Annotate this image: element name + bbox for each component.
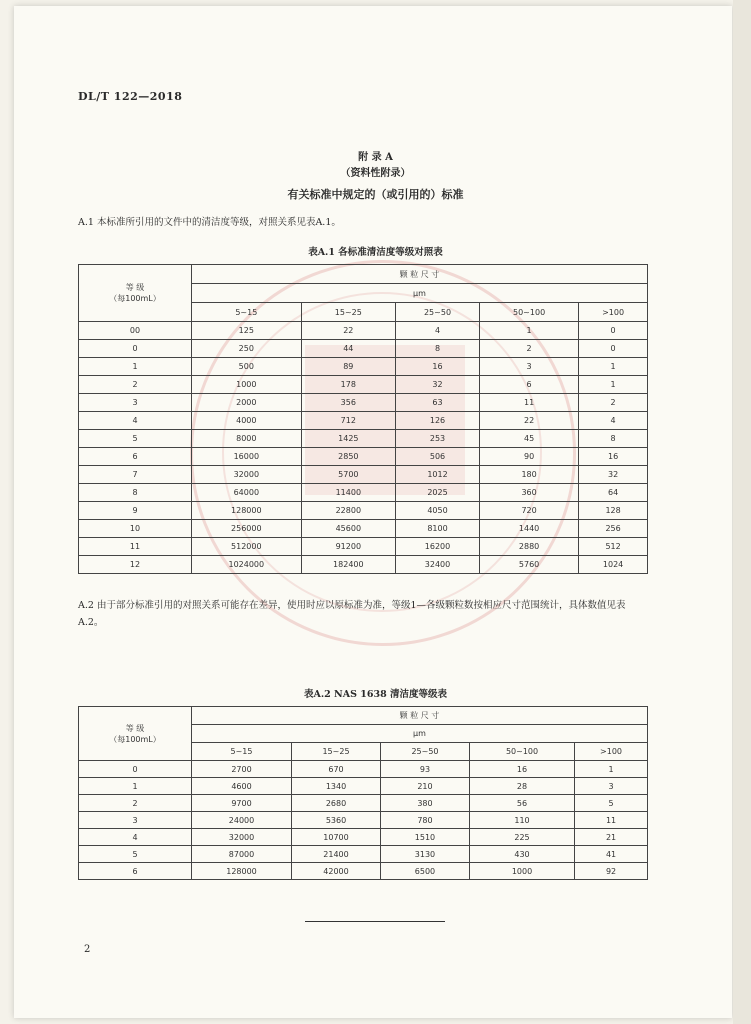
count-cell: 16	[396, 358, 480, 376]
grade-cell: 2	[79, 795, 192, 812]
count-cell: 4050	[396, 502, 480, 520]
annex-title: 有关标准中规定的（或引用的）标准	[287, 188, 464, 201]
count-cell: 1425	[301, 430, 395, 448]
count-cell: 110	[469, 812, 574, 829]
grade-cell: 5	[79, 846, 192, 863]
count-cell: 5	[575, 795, 648, 812]
annex-label: 附 录 A	[358, 152, 393, 163]
count-cell: 56	[469, 795, 574, 812]
count-cell: 0	[579, 322, 648, 340]
grade-cell: 12	[79, 556, 192, 574]
count-cell: 1340	[292, 778, 381, 795]
count-cell: 6500	[380, 863, 469, 880]
count-cell: 32000	[192, 829, 292, 846]
count-cell: 63	[396, 394, 480, 412]
table-row	[79, 466, 648, 484]
row-header-sublabel: （每100mL）	[109, 294, 161, 303]
grade-cell: 11	[79, 538, 192, 556]
count-cell: 500	[192, 358, 302, 376]
count-cell: 9700	[192, 795, 292, 812]
standard-number-header: DL/T 122—2018	[78, 90, 183, 103]
count-cell: 8	[579, 430, 648, 448]
count-cell: 10700	[292, 829, 381, 846]
table-row	[79, 538, 648, 556]
count-cell: 32	[396, 376, 480, 394]
count-cell: 16	[469, 761, 574, 778]
table-row	[79, 394, 648, 412]
count-cell: 4	[579, 412, 648, 430]
grade-cell: 2	[79, 376, 192, 394]
grade-cell: 7	[79, 466, 192, 484]
count-cell: 1024	[579, 556, 648, 574]
grade-cell: 1	[79, 778, 192, 795]
count-cell: 128000	[192, 502, 302, 520]
count-cell: 90	[479, 448, 578, 466]
grade-cell: 4	[79, 829, 192, 846]
count-cell: 89	[301, 358, 395, 376]
count-cell: 512	[579, 538, 648, 556]
table-row	[79, 376, 648, 394]
table-row	[79, 430, 648, 448]
grade-cell: 3	[79, 812, 192, 829]
column-header: >100	[579, 303, 648, 322]
row-header-label: 等 级	[125, 723, 145, 733]
table-row	[79, 761, 648, 778]
count-cell: 1	[579, 376, 648, 394]
grade-cell: 3	[79, 394, 192, 412]
count-cell: 2025	[396, 484, 480, 502]
count-cell: 44	[301, 340, 395, 358]
column-header: 15~25	[292, 743, 381, 761]
count-cell: 0	[579, 340, 648, 358]
count-cell: 2680	[292, 795, 381, 812]
grade-cell: 1	[79, 358, 192, 376]
row-header-cell	[79, 707, 192, 761]
count-cell: 16000	[192, 448, 302, 466]
count-cell: 42000	[292, 863, 381, 880]
column-header: >100	[575, 743, 648, 761]
count-cell: 3	[575, 778, 648, 795]
count-cell: 5760	[479, 556, 578, 574]
count-cell: 87000	[192, 846, 292, 863]
count-cell: 356	[301, 394, 395, 412]
count-cell: 128	[579, 502, 648, 520]
column-header: 50~100	[479, 303, 578, 322]
count-cell: 6	[479, 376, 578, 394]
count-cell: 8	[396, 340, 480, 358]
table-row	[79, 448, 648, 466]
table-row	[79, 502, 648, 520]
count-cell: 4000	[192, 412, 302, 430]
count-cell: 360	[479, 484, 578, 502]
unit-header: μm	[192, 725, 648, 743]
count-cell: 1	[479, 322, 578, 340]
count-cell: 4600	[192, 778, 292, 795]
paragraph-a2: A.2 由于部分标准引用的对照关系可能存在差异，使用时应以原标准为准，等级1—各级颗粒数按相应尺寸范围统计，具体数值见表A.2。	[78, 600, 626, 628]
grade-cell: 6	[79, 863, 192, 880]
column-header: 25~50	[396, 303, 480, 322]
count-cell: 32400	[396, 556, 480, 574]
column-header: 5~15	[192, 303, 302, 322]
grade-cell: 4	[79, 412, 192, 430]
grade-cell: 5	[79, 430, 192, 448]
count-cell: 182400	[301, 556, 395, 574]
table-row	[79, 778, 648, 795]
count-cell: 91200	[301, 538, 395, 556]
table-row	[79, 556, 648, 574]
count-cell: 22800	[301, 502, 395, 520]
count-cell: 512000	[192, 538, 302, 556]
count-cell: 1440	[479, 520, 578, 538]
count-cell: 45	[479, 430, 578, 448]
count-cell: 225	[469, 829, 574, 846]
grade-cell: 00	[79, 322, 192, 340]
count-cell: 11	[575, 812, 648, 829]
count-cell: 1510	[380, 829, 469, 846]
count-cell: 2	[479, 340, 578, 358]
table-row	[79, 484, 648, 502]
table-row	[79, 846, 648, 863]
count-cell: 1	[579, 358, 648, 376]
table-a2-body	[79, 761, 648, 880]
count-cell: 506	[396, 448, 480, 466]
table-a2	[78, 706, 648, 880]
grade-cell: 0	[79, 761, 192, 778]
table-a1-caption: 表A.1 各标准清洁度等级对照表	[308, 247, 443, 258]
table-row	[79, 795, 648, 812]
count-cell: 430	[469, 846, 574, 863]
count-cell: 256	[579, 520, 648, 538]
count-cell: 11400	[301, 484, 395, 502]
count-cell: 780	[380, 812, 469, 829]
count-cell: 16200	[396, 538, 480, 556]
count-cell: 1000	[192, 376, 302, 394]
grade-cell: 0	[79, 340, 192, 358]
count-cell: 256000	[192, 520, 302, 538]
table-row	[79, 863, 648, 880]
count-cell: 1024000	[192, 556, 302, 574]
count-cell: 1	[575, 761, 648, 778]
count-cell: 250	[192, 340, 302, 358]
count-cell: 3	[479, 358, 578, 376]
count-cell: 41	[575, 846, 648, 863]
count-cell: 128000	[192, 863, 292, 880]
grade-cell: 9	[79, 502, 192, 520]
column-header: 50~100	[469, 743, 574, 761]
count-cell: 4	[396, 322, 480, 340]
row-header-sublabel: （每100mL）	[109, 734, 161, 744]
count-cell: 126	[396, 412, 480, 430]
count-cell: 2	[579, 394, 648, 412]
grade-cell: 8	[79, 484, 192, 502]
count-cell: 178	[301, 376, 395, 394]
footer-rule	[305, 921, 445, 922]
column-header: 5~15	[192, 743, 292, 761]
count-cell: 24000	[192, 812, 292, 829]
count-cell: 180	[479, 466, 578, 484]
count-cell: 64	[579, 484, 648, 502]
table-row	[79, 520, 648, 538]
count-cell: 93	[380, 761, 469, 778]
page-number: 2	[84, 944, 91, 955]
count-cell: 64000	[192, 484, 302, 502]
row-header-cell	[79, 265, 192, 322]
count-cell: 2700	[192, 761, 292, 778]
count-cell: 21400	[292, 846, 381, 863]
count-cell: 22	[479, 412, 578, 430]
count-cell: 5700	[301, 466, 395, 484]
column-group-header: 颗 粒 尺 寸	[192, 265, 648, 284]
count-cell: 21	[575, 829, 648, 846]
count-cell: 28	[469, 778, 574, 795]
count-cell: 210	[380, 778, 469, 795]
count-cell: 2850	[301, 448, 395, 466]
paragraph-a1: A.1 本标准所引用的文件中的清洁度等级，对照关系见表A.1。	[78, 217, 341, 228]
count-cell: 253	[396, 430, 480, 448]
count-cell: 1000	[469, 863, 574, 880]
row-header-label: 等 级	[125, 283, 145, 292]
column-header: 25~50	[380, 743, 469, 761]
count-cell: 16	[579, 448, 648, 466]
count-cell: 45600	[301, 520, 395, 538]
count-cell: 5360	[292, 812, 381, 829]
count-cell: 3130	[380, 846, 469, 863]
count-cell: 92	[575, 863, 648, 880]
count-cell: 32000	[192, 466, 302, 484]
count-cell: 8100	[396, 520, 480, 538]
table-a1	[78, 264, 648, 574]
count-cell: 720	[479, 502, 578, 520]
grade-cell: 6	[79, 448, 192, 466]
table-row	[79, 812, 648, 829]
column-group-header: 颗 粒 尺 寸	[192, 707, 648, 725]
count-cell: 8000	[192, 430, 302, 448]
table-row	[79, 322, 648, 340]
column-header: 15~25	[301, 303, 395, 322]
unit-header: μm	[192, 284, 648, 303]
count-cell: 22	[301, 322, 395, 340]
count-cell: 670	[292, 761, 381, 778]
table-row	[79, 412, 648, 430]
count-cell: 125	[192, 322, 302, 340]
table-a1-body	[79, 322, 648, 574]
table-row	[79, 340, 648, 358]
table-a2-caption: 表A.2 NAS 1638 清洁度等级表	[303, 689, 448, 700]
count-cell: 11	[479, 394, 578, 412]
grade-cell: 10	[79, 520, 192, 538]
count-cell: 2880	[479, 538, 578, 556]
table-row	[79, 829, 648, 846]
table-row	[79, 358, 648, 376]
annex-type: （资料性附录）	[340, 168, 411, 179]
count-cell: 380	[380, 795, 469, 812]
count-cell: 712	[301, 412, 395, 430]
count-cell: 1012	[396, 466, 480, 484]
count-cell: 32	[579, 466, 648, 484]
count-cell: 2000	[192, 394, 302, 412]
